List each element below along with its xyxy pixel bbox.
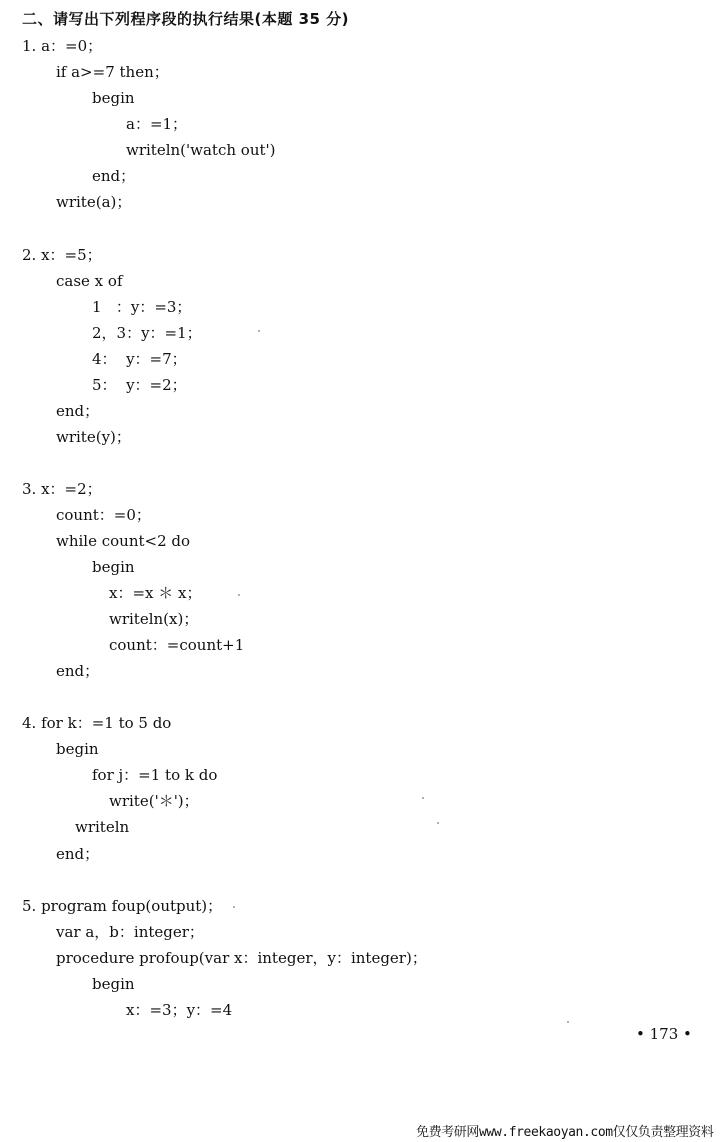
code-line: while count<2 do: [56, 532, 191, 550]
code-line: end；: [92, 167, 136, 185]
scan-speck: [567, 1021, 569, 1023]
code-line: begin: [92, 975, 135, 993]
code-line: 1. a：=0；: [22, 37, 103, 55]
code-line: procedure profoup(var x：integer，y：integer)；: [56, 949, 427, 967]
code-line: 2，3：y：=1；: [92, 324, 202, 342]
scan-speck: [258, 330, 260, 332]
page-number: • 173 •: [636, 1025, 692, 1043]
code-line: end；: [56, 845, 100, 863]
code-line: begin: [92, 89, 135, 107]
section-heading: 二、请写出下列程序段的执行结果(本题 35 分): [22, 10, 350, 28]
code-line: a：=1；: [126, 115, 188, 133]
code-line: writeln('watch out'): [126, 141, 276, 159]
code-line: case x of: [56, 272, 123, 290]
code-line: 5： y：=2；: [92, 376, 187, 394]
code-line: count：=0；: [56, 506, 151, 524]
scan-speck: [238, 594, 240, 596]
scan-speck: [422, 797, 424, 799]
code-line: if a>=7 then；: [56, 63, 169, 81]
code-line: 5. program foup(output)；: [22, 897, 223, 915]
code-line: begin: [56, 740, 99, 758]
code-line: x：=x ＊ x；: [109, 584, 202, 602]
scan-speck: [233, 906, 235, 908]
code-line: write(a)；: [56, 193, 132, 211]
code-line: write('＊')；: [109, 792, 199, 810]
code-line: 3. x：=2；: [22, 480, 102, 498]
code-line: x：=3；y：=4: [126, 1001, 233, 1019]
code-line: 4： y：=7；: [92, 350, 187, 368]
code-line: end；: [56, 662, 100, 680]
footer-watermark: 免费考研网www.freekaoyan.com仅仅负责整理资料: [416, 1125, 714, 1140]
code-line: writeln: [75, 818, 130, 836]
code-line: 4. for k：=1 to 5 do: [22, 714, 172, 732]
code-line: begin: [92, 558, 135, 576]
code-line: 1 ：y：=3；: [92, 298, 192, 316]
code-line: end；: [56, 402, 100, 420]
code-line: count：=count+1: [109, 636, 245, 654]
code-line: write(y)；: [56, 428, 131, 446]
code-line: writeln(x)；: [109, 610, 199, 628]
code-line: for j：=1 to k do: [92, 766, 218, 784]
code-line: 2. x：=5；: [22, 246, 102, 264]
code-line: var a，b：integer；: [56, 923, 204, 941]
scan-speck: [437, 822, 439, 824]
